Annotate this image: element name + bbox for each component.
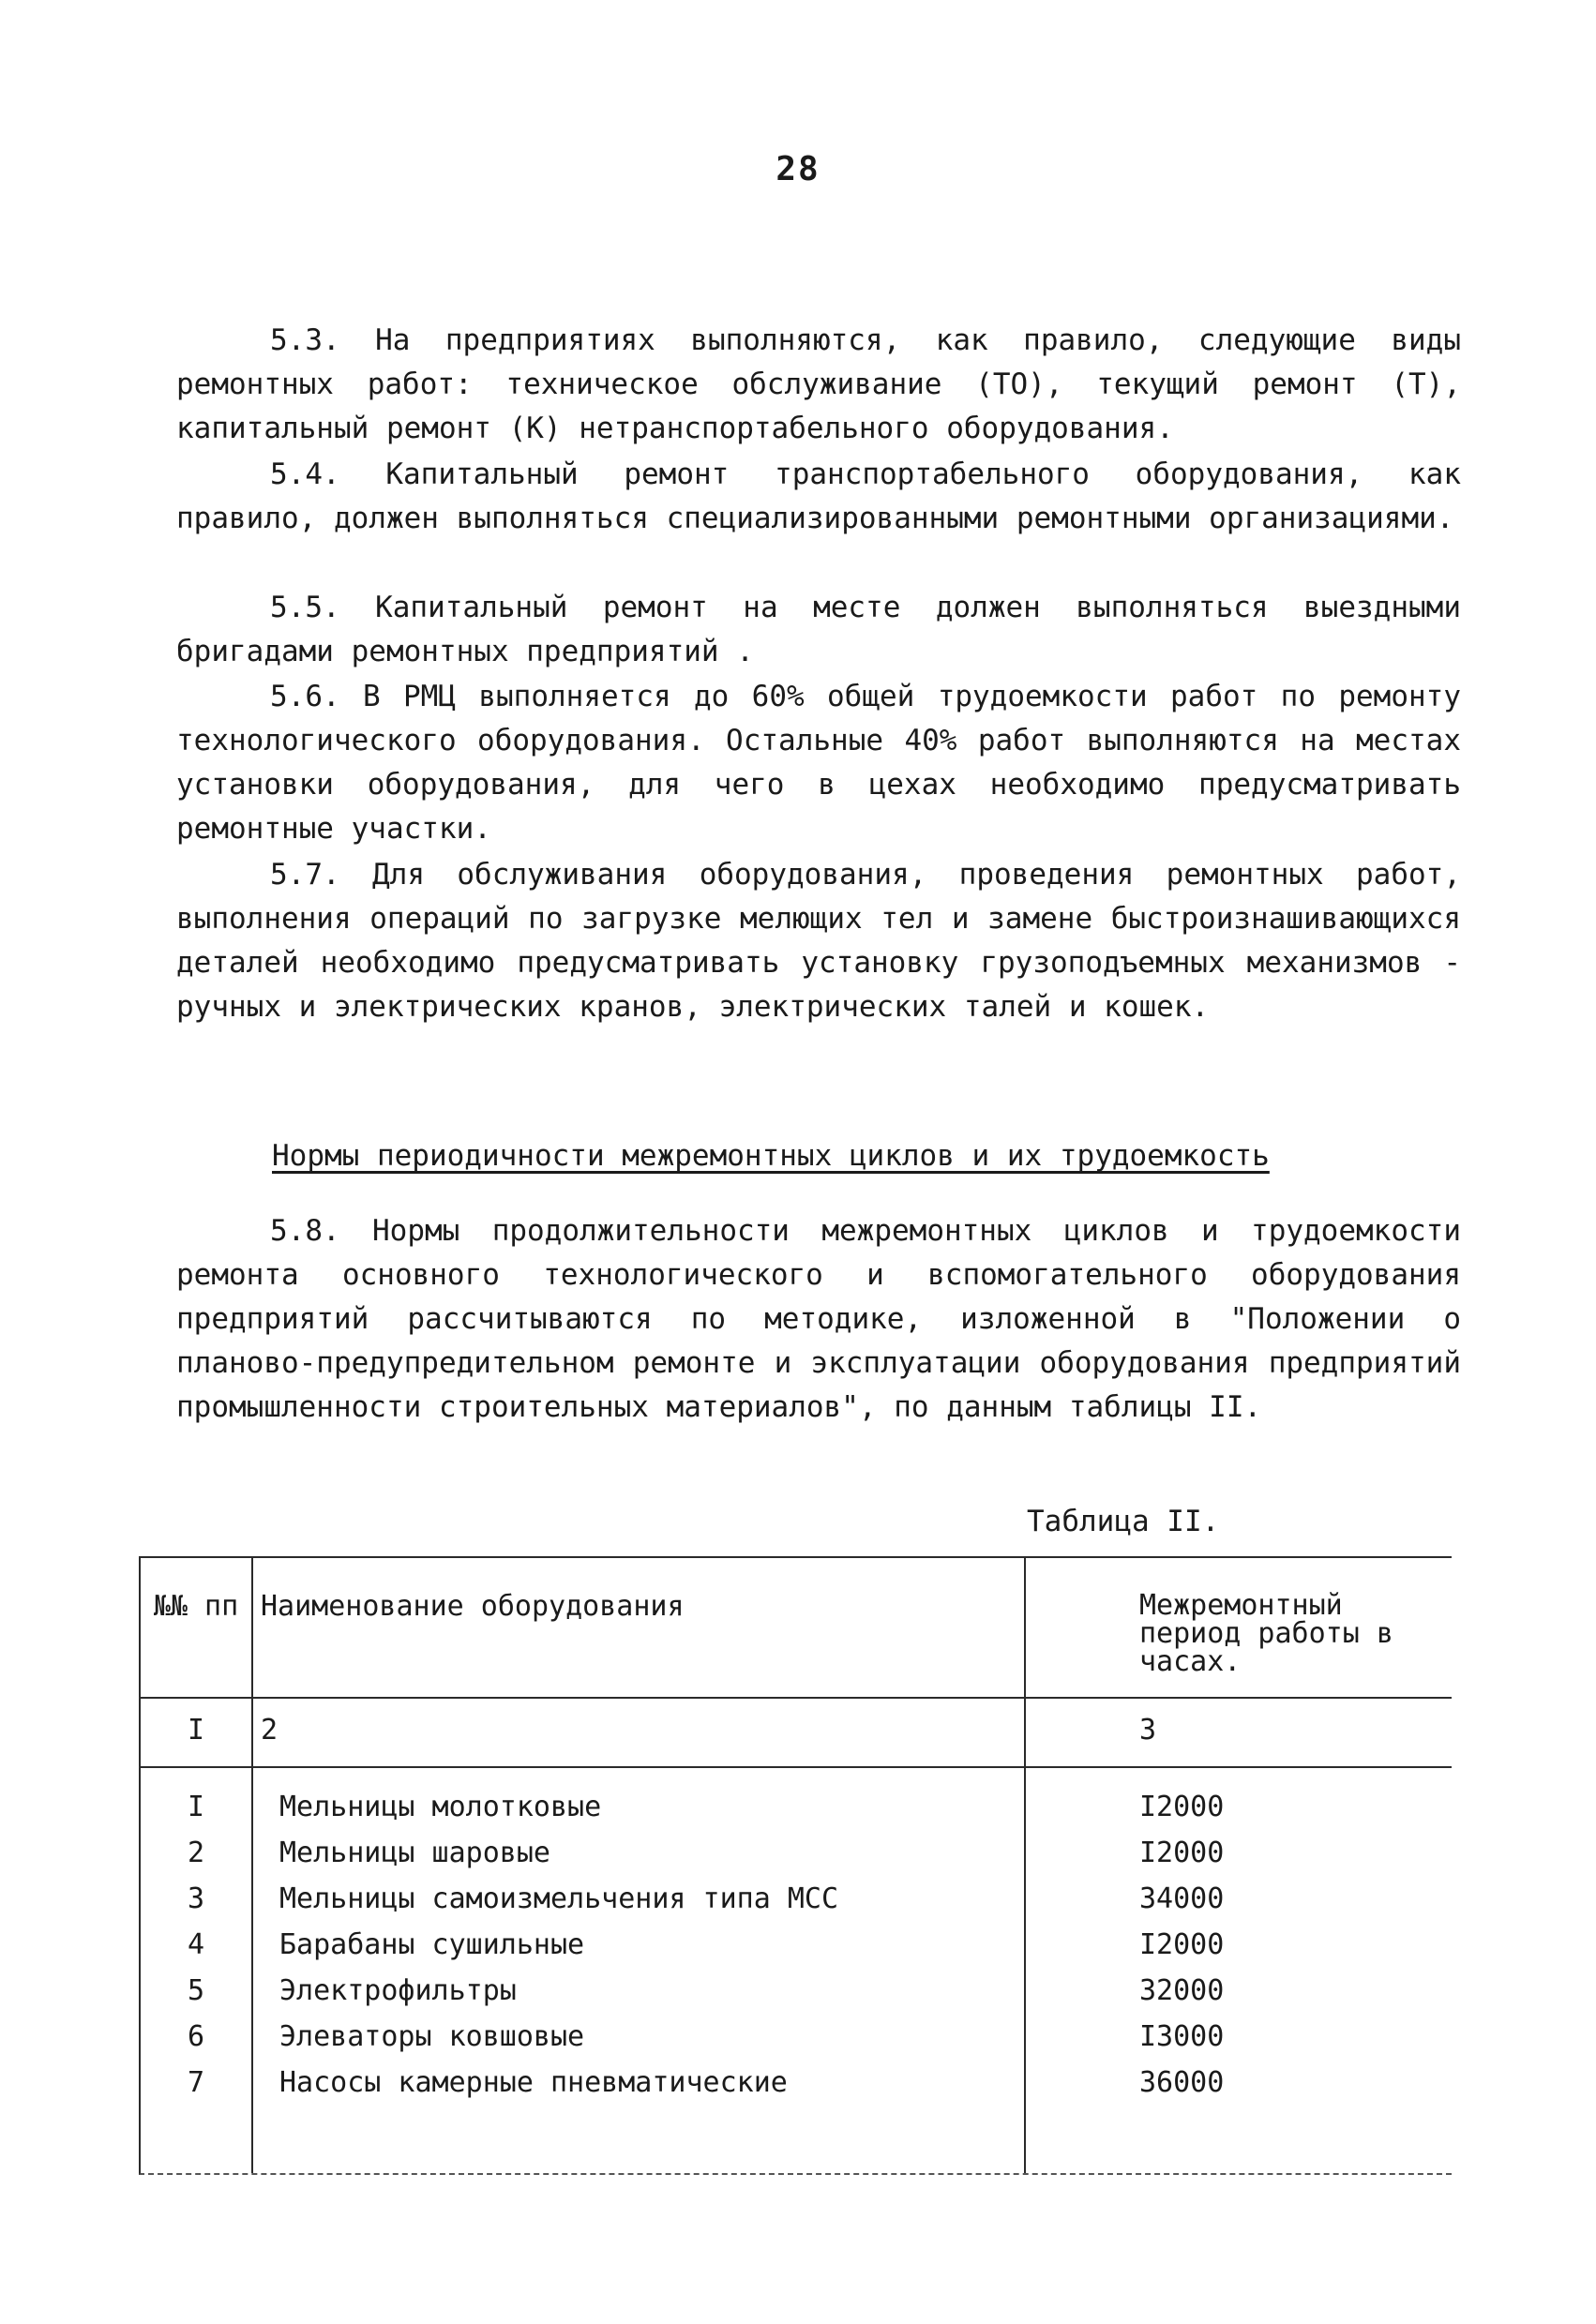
- table-row: [141, 1972, 1452, 2018]
- equipment-name: Мельницы молотковые: [279, 1791, 602, 1823]
- page-number: 28: [775, 150, 821, 188]
- header-repair-period: Межремонтный период работы в часах.: [1139, 1589, 1393, 1678]
- repair-period-hours: 32000: [1139, 1974, 1225, 2007]
- equipment-name: Элеваторы ковшовые: [279, 2020, 585, 2053]
- row-number: 6: [187, 2020, 205, 2053]
- equipment-name: Мельницы самоизмельчения типа МСС: [279, 1882, 839, 1915]
- table-body: [141, 1789, 1452, 2110]
- row-number: 2: [187, 1837, 205, 1869]
- repair-period-hours: I3000: [1139, 2020, 1225, 2053]
- equipment-table: [139, 1556, 1452, 2175]
- repair-period-hours: 36000: [1139, 2066, 1225, 2099]
- table-row: [141, 1835, 1452, 1881]
- table-row: [141, 1881, 1452, 1927]
- repair-period-hours: I2000: [1139, 1837, 1225, 1869]
- column-index-2: 2: [261, 1714, 279, 1747]
- table-row: [141, 1927, 1452, 1972]
- repair-period-hours: I2000: [1139, 1791, 1225, 1823]
- table-header-divider: [141, 1697, 1452, 1699]
- table-caption: Таблица II.: [1027, 1505, 1220, 1538]
- paragraph-5-4: 5.4. Капитальный ремонт транспортабельного оборудования, как правило, должен выполняться специализированными ремонтными организациями.: [176, 457, 1461, 535]
- equipment-name: Электрофильтры: [279, 1974, 517, 2007]
- section-heading: Нормы периодичности межремонтных циклов и их трудоемкость: [272, 1139, 1270, 1173]
- header-number: №№ пп: [153, 1590, 239, 1623]
- header-equipment-name: Наименование оборудования: [261, 1590, 685, 1623]
- row-number: 7: [187, 2066, 205, 2099]
- paragraph-5-5: 5.5. Капитальный ремонт на месте должен выполняться выездными бригадами ремонтных предприятий .: [176, 591, 1461, 668]
- repair-period-hours: I2000: [1139, 1928, 1225, 1961]
- paragraph-5-3: 5.3. На предприятиях выполняются, как правило, следующие виды ремонтных работ: техническое обслуживание (ТО), текущий ремонт (Т), капитальный ремонт (К) нетранспортабельного оборудования.: [176, 323, 1461, 445]
- table-index-divider: [141, 1766, 1452, 1768]
- table-row: [141, 2018, 1452, 2064]
- equipment-name: Мельницы шаровые: [279, 1837, 550, 1869]
- row-number: I: [187, 1791, 205, 1823]
- column-index-1: I: [187, 1714, 205, 1747]
- equipment-name: Насосы камерные пневматические: [279, 2066, 788, 2099]
- column-index-3: 3: [1139, 1714, 1157, 1747]
- repair-period-hours: 34000: [1139, 1882, 1225, 1915]
- paragraph-5-8: 5.8. Нормы продолжительности межремонтных циклов и трудоемкости ремонта основного технологического и вспомогательного оборудования предприятий рассчитываются по методике, изложенной в "Положении о планово-предупредительном ремонте и эксплуатации оборудования предприятий промышленности строительных материалов", по данным таблицы II.: [176, 1214, 1461, 1424]
- equipment-name: Барабаны сушильные: [279, 1928, 585, 1961]
- paragraph-5-7: 5.7. Для обслуживания оборудования, проведения ремонтных работ, выполнения операций по загрузке мелющих тел и замене быстроизнашивающихся деталей необходимо предусматривать установку грузоподъемных механизмов - ручных и электрических кранов, электрических талей и кошек.: [176, 858, 1461, 1024]
- row-number: 5: [187, 1974, 205, 2007]
- row-number: 4: [187, 1928, 205, 1961]
- table-row: [141, 1789, 1452, 1835]
- table-row: [141, 2064, 1452, 2110]
- row-number: 3: [187, 1882, 205, 1915]
- paragraph-5-6: 5.6. В РМЦ выполняется до 60% общей трудоемкости работ по ремонту технологического оборудования. Остальные 40% работ выполняются на местах установки оборудования, для чего в цехах необходимо предусматривать ремонтные участки.: [176, 680, 1461, 846]
